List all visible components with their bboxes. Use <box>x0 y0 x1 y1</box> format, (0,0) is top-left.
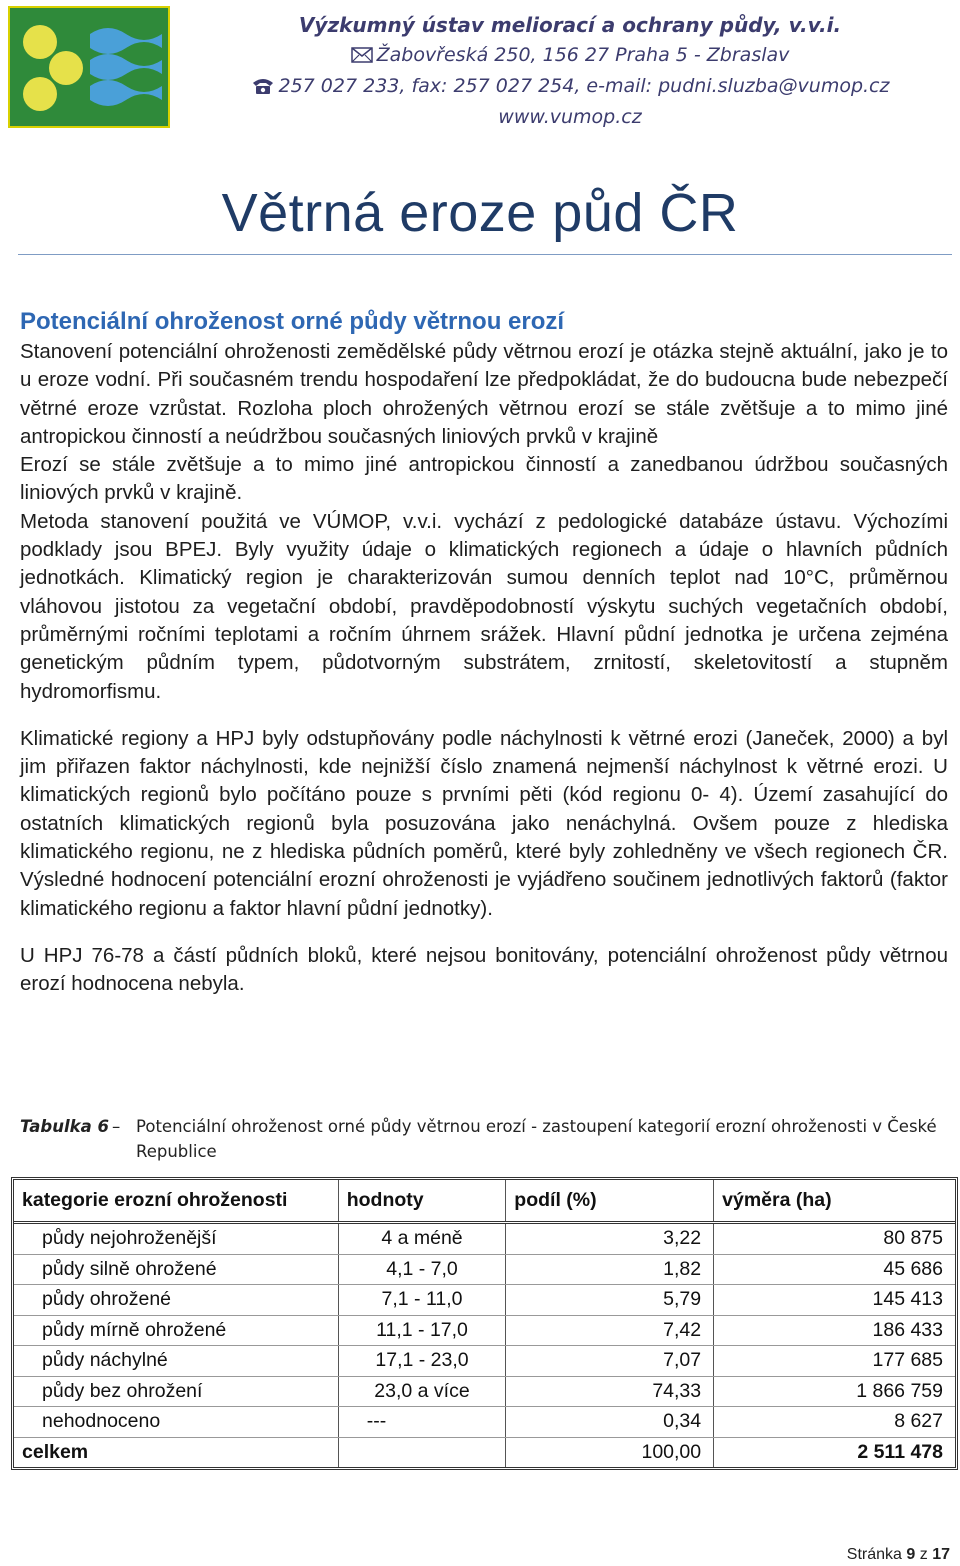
address-text: Žabovřeská 250, 156 27 Praha 5 - Zbraslav <box>376 44 790 66</box>
table-row <box>14 1346 955 1377</box>
paragraph-spacer <box>20 706 948 725</box>
cell-area: 145 413 <box>714 1285 955 1316</box>
cell-area: 177 685 <box>714 1346 955 1377</box>
logo-graphic <box>10 8 168 126</box>
cell-share: 1,82 <box>506 1254 714 1285</box>
main-content <box>20 306 948 999</box>
table-row <box>14 1285 955 1316</box>
section-heading: Potenciální ohroženost orné půdy větrnou erozí <box>20 308 565 335</box>
page-total: 17 <box>932 1546 950 1563</box>
total-label: celkem <box>14 1437 338 1467</box>
cell-category: půdy bez ohrožení <box>14 1376 338 1407</box>
page-number <box>847 1546 950 1564</box>
paragraph-spacer <box>20 923 948 942</box>
table-row <box>14 1315 955 1346</box>
cell-area: 1 866 759 <box>714 1376 955 1407</box>
cell-values: 23,0 a více <box>338 1376 506 1407</box>
header-values: hodnoty <box>338 1180 506 1223</box>
cell-share: 0,34 <box>506 1407 714 1438</box>
cell-values: 4,1 - 7,0 <box>338 1254 506 1285</box>
page-prefix: Stránka <box>846 1546 902 1563</box>
total-area: 2 511 478 <box>714 1437 955 1467</box>
title-divider <box>18 254 952 255</box>
address-line <box>180 40 960 71</box>
cell-values: --- <box>338 1407 506 1438</box>
table-header-row <box>14 1180 955 1223</box>
cell-area: 186 433 <box>714 1315 955 1346</box>
cell-area: 45 686 <box>714 1254 955 1285</box>
cell-area: 8 627 <box>714 1407 955 1438</box>
page-current: 9 <box>906 1546 916 1563</box>
page-title: Větrná eroze půd ČR <box>221 183 739 243</box>
paragraph-regions: Klimatické regiony a HPJ byly odstupňovány podle náchylnosti k větrné erozi (Janeček, 2000) a byl jim přiřazen faktor náchylnosti, kde nejnižší číslo znamená nejmenší náchylnost k větrné erozi. U klimatických regionů bylo počítáno pouze s prvními pěti (kód regionu 0- 4). Území zasahující do ostatních klimatických regionů byla posuzována jako nenáchylná. Ovšem pouze z hlediska klimatického regionu, ne z hlediska půdních poměrů, které byly zohledněny ve všech regionech ČR. Výsledné hodnocení potenciální erozní ohroženosti je vyjádřeno součinem jednotlivých faktorů (faktor klimatického regionu a faktor hlavní půdní jednotky). <box>20 726 948 920</box>
contact-text: 257 027 233, fax: 257 027 254, e-mail: pudni.sluzba@vumop.cz <box>278 75 890 97</box>
cell-category: půdy silně ohrožené <box>14 1254 338 1285</box>
cell-share: 3,22 <box>506 1223 714 1255</box>
table-caption-text: Potenciální ohroženost orné půdy větrnou erozí - zastoupení kategorií erozní ohroženosti v České Republice <box>136 1117 937 1161</box>
cell-values: 7,1 - 11,0 <box>338 1285 506 1316</box>
table-row <box>14 1376 955 1407</box>
cell-share: 7,07 <box>506 1346 714 1377</box>
cell-area: 80 875 <box>714 1223 955 1255</box>
cell-values: 17,1 - 23,0 <box>338 1346 506 1377</box>
website-link[interactable]: www.vumop.cz <box>498 106 642 128</box>
page-separator: z <box>919 1546 928 1563</box>
table-row <box>14 1223 955 1255</box>
cell-category: půdy náchylné <box>14 1346 338 1377</box>
institution-header <box>180 10 960 132</box>
table-row <box>14 1254 955 1285</box>
phone-icon <box>251 77 275 95</box>
paragraph-intro: Stanovení potenciální ohroženosti zemědělské půdy větrnou erozí je otázka stejně aktuální, jako je to u eroze vodní. Při současném trendu hospodaření lze předpokládat, že do budoucna bude nebezpečí větrné eroze vzrůstat. Rozloha ploch ohrožených větrnou erozí se stále zvětšuje a to mimo jiné antropickou činností a neúdržbou současných liniových prvků v krajině <box>20 340 948 448</box>
cell-category: půdy ohrožené <box>14 1285 338 1316</box>
total-share: 100,00 <box>506 1437 714 1467</box>
vumop-logo <box>8 6 170 128</box>
contact-line <box>180 71 960 102</box>
paragraph-erosion: Erozí se stále zvětšuje a to mimo jiné antropickou činností a zanedbanou údržbou současných liniových prvků v krajině. <box>20 453 948 505</box>
cell-values: 11,1 - 17,0 <box>338 1315 506 1346</box>
header-share: podíl (%) <box>506 1180 714 1223</box>
total-values <box>338 1437 506 1467</box>
erosion-table <box>11 1177 958 1470</box>
cell-share: 5,79 <box>506 1285 714 1316</box>
header-category: kategorie erozní ohroženosti <box>14 1180 338 1223</box>
table-total-row <box>14 1437 955 1467</box>
cell-category: půdy nejohroženější <box>14 1223 338 1255</box>
header-area: výměra (ha) <box>714 1180 955 1223</box>
envelope-icon <box>351 46 373 64</box>
cell-category: půdy mírně ohrožené <box>14 1315 338 1346</box>
organization-name: Výzkumný ústav meliorací a ochrany půdy, v.v.i. <box>298 13 842 37</box>
cell-category: nehodnoceno <box>14 1407 338 1438</box>
paragraph-hpj: U HPJ 76-78 a částí půdních bloků, které nejsou bonitovány, potenciální ohroženost půdy větrnou erozí hodnocena nebyla. <box>20 943 948 996</box>
table-caption-label: Tabulka 6 <box>20 1117 109 1136</box>
table-row <box>14 1407 955 1438</box>
cell-share: 7,42 <box>506 1315 714 1346</box>
table-caption-dash: – <box>112 1117 121 1136</box>
paragraph-method: Metoda stanovení použitá ve VÚMOP, v.v.i. vychází z pedologické databáze ústavu. Výchozími podklady jsou BPEJ. Byly využity údaje o klimatických regionech a údaje o hlavních půdních jednotkách. Klimatický region je charakterizován sumou denních teplot nad 10°C, průměrnou vláhovou jistotou za vegetační období, pravděpodobností výskytu suchých vegetačních období, průměrnými ročními teplotami a ročním úhrnem srážek. Hlavní půdní jednotka je určena zejména genetickým půdním typem, půdotvorným substrátem, zrnitostí, skeletovitostí a stupněm hydromorfismu. <box>20 509 948 703</box>
cell-share: 74,33 <box>506 1376 714 1407</box>
cell-values: 4 a méně <box>338 1223 506 1255</box>
